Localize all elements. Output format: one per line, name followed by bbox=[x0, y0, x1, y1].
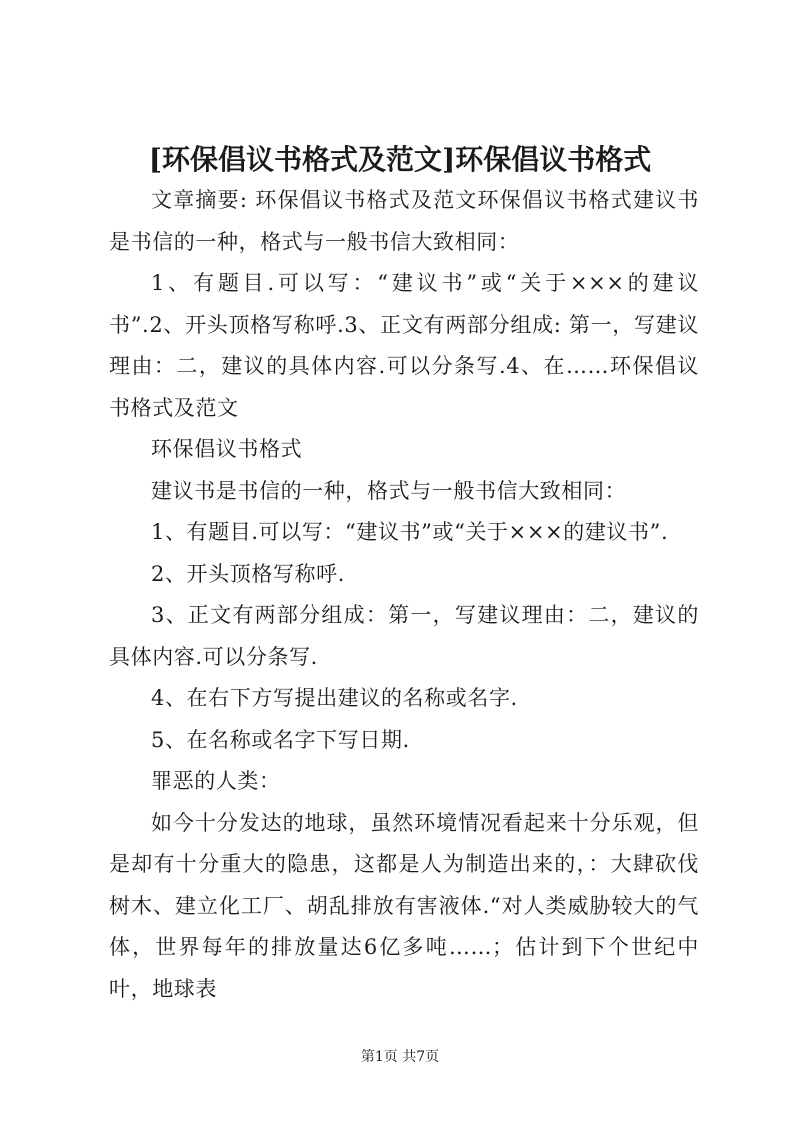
paragraph-abstract: 文章摘要: 环保倡议书格式及范文环保倡议书格式建议书是书信的一种，格式与一般书信大致相同： bbox=[109, 188, 699, 254]
paragraph-body: 如今十分发达的地球，虽然环境情况看起来十分乐观，但是却有十分重大的隐患，这都是人为制造出来的，：大肆砍伐树木、建立化工厂、胡乱排放有害液体.“对人类威胁较大的气体，世界每年的排放量达6亿多吨……；估计到下个世纪中叶，地球表 bbox=[109, 810, 699, 1001]
paragraph-item-1: 1、有题目.可以写：“建议书”或“关于×××的建议书”. bbox=[151, 520, 669, 544]
document-body bbox=[109, 180, 699, 1010]
document-title: [环保倡议书格式及范文]环保倡议书格式 bbox=[148, 143, 652, 176]
page-footer: 第1页 共7页 bbox=[360, 1049, 440, 1065]
paragraph-abstract-items: 1、有题目.可以写：“建议书”或“关于×××的建议书”.2、开头顶格写称呼.3、正文有两部分组成: 第一，写建议理由：二，建议的具体内容.可以分条写.4、在……环保倡议书格式及范文 bbox=[109, 271, 699, 420]
paragraph-item-4: 4、在右下方写提出建议的名称或名字. bbox=[151, 686, 518, 710]
paragraph-item-5: 5、在名称或名字下写日期. bbox=[151, 727, 410, 752]
paragraph-subheading: 环保倡议书格式 bbox=[151, 437, 303, 461]
paragraph-salutation: 罪恶的人类： bbox=[151, 769, 281, 793]
paragraph-item-2: 2、开头顶格写称呼. bbox=[151, 561, 346, 586]
paragraph-item-3: 3、正文有两部分组成：第一，写建议理由：二，建议的具体内容.可以分条写. bbox=[109, 603, 699, 669]
paragraph-intro: 建议书是书信的一种，格式与一般书信大致相同： bbox=[151, 478, 627, 503]
